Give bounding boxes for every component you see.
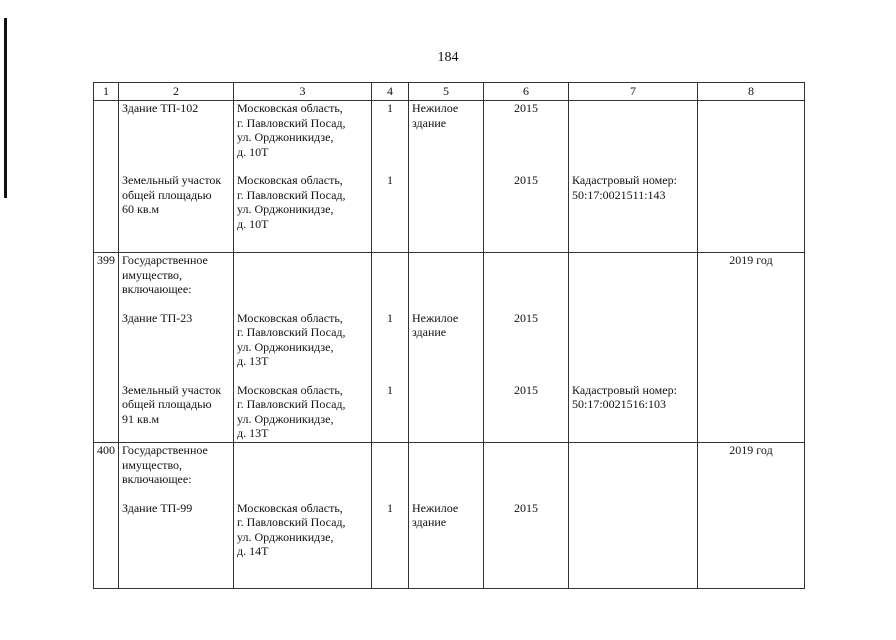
column-header: 6 xyxy=(484,83,569,101)
column-header: 8 xyxy=(698,83,805,101)
item-year: 2015 xyxy=(514,310,538,325)
item-year: 2015 xyxy=(514,173,538,187)
period-cell xyxy=(698,443,805,589)
row-number xyxy=(94,253,119,443)
item-note: Кадастровый номер: 50:17:0021511:143 xyxy=(572,173,677,202)
item-type: Нежилое здание xyxy=(412,310,459,339)
item-type-block xyxy=(412,173,480,231)
item-year-cell xyxy=(484,443,569,589)
item-year: 2015 xyxy=(514,500,538,515)
item-quantity: 1 xyxy=(387,382,393,397)
item-name: Здание ТП-99 xyxy=(122,500,193,515)
column-header: 4 xyxy=(372,83,409,101)
item-name-block xyxy=(122,383,230,441)
margin-binding-line xyxy=(4,18,7,198)
item-type-cell xyxy=(409,443,484,589)
item-year-block xyxy=(487,383,565,441)
item-note-cell xyxy=(569,101,698,253)
item-address-block xyxy=(237,173,368,231)
item-type-block xyxy=(412,383,480,441)
table-body xyxy=(94,101,805,589)
item-name-block xyxy=(122,311,230,369)
row-number-text: 400 xyxy=(97,443,115,457)
period-cell xyxy=(698,101,805,253)
row-number-text: 399 xyxy=(97,253,115,267)
column-header: 3 xyxy=(234,83,372,101)
item-type-block xyxy=(412,311,480,369)
item-name-cell xyxy=(119,253,234,443)
row-number xyxy=(94,101,119,253)
period-text: 2019 год xyxy=(729,443,773,457)
column-header: 2 xyxy=(119,83,234,101)
table-row xyxy=(94,443,805,589)
item-name-cell xyxy=(119,101,234,253)
item-address-block xyxy=(237,101,368,159)
item-note-cell xyxy=(569,443,698,589)
group-heading: Государственное имущество, включающее: xyxy=(122,253,208,296)
item-year-block xyxy=(487,311,565,369)
item-quantity-block xyxy=(375,101,405,159)
item-year-cell xyxy=(484,101,569,253)
item-note-block xyxy=(572,383,694,441)
item-name: Земельный участок общей площадью 60 кв.м xyxy=(122,173,222,216)
item-year-block xyxy=(487,173,565,231)
item-type-cell xyxy=(409,101,484,253)
item-name-block xyxy=(122,101,230,159)
item-note-block xyxy=(572,311,694,369)
item-quantity-block xyxy=(375,501,405,559)
table-row xyxy=(94,101,805,253)
item-address-block xyxy=(237,311,368,369)
item-note-block xyxy=(572,101,694,159)
item-address: Московская область, г. Павловский Посад, ул. Орджоникидзе, д. 14Т xyxy=(237,500,346,558)
item-note: Кадастровый номер: 50:17:0021516:103 xyxy=(572,382,677,411)
item-address: Московская область, г. Павловский Посад, ул. Орджоникидзе, д. 13Т xyxy=(237,382,346,440)
item-quantity-cell xyxy=(372,443,409,589)
item-address: Московская область, г. Павловский Посад, ул. Орджоникидзе, д. 10Т xyxy=(237,101,346,159)
table-header-row xyxy=(94,83,805,101)
item-name: Земельный участок общей площадью 91 кв.м xyxy=(122,382,222,426)
item-year-block xyxy=(487,101,565,159)
item-quantity: 1 xyxy=(387,101,393,115)
item-address: Московская область, г. Павловский Посад, ул. Орджоникидзе, д. 10Т xyxy=(237,173,346,231)
item-name-cell xyxy=(119,443,234,589)
period-text: 2019 год xyxy=(729,253,773,267)
column-header: 7 xyxy=(569,83,698,101)
item-name: Здание ТП-23 xyxy=(122,310,193,325)
item-type-block xyxy=(412,101,480,159)
item-year: 2015 xyxy=(514,382,538,397)
item-name-block xyxy=(122,501,230,559)
item-quantity-block xyxy=(375,383,405,441)
column-header: 5 xyxy=(409,83,484,101)
item-address-block xyxy=(237,501,368,559)
item-address-cell xyxy=(234,443,372,589)
item-address-cell xyxy=(234,253,372,443)
item-type: Нежилое здание xyxy=(412,500,459,529)
item-quantity-cell xyxy=(372,253,409,443)
item-type: Нежилое здание xyxy=(412,101,459,130)
item-quantity: 1 xyxy=(387,500,393,515)
item-name: Здание ТП-102 xyxy=(122,101,199,115)
item-type-cell xyxy=(409,253,484,443)
item-address-cell xyxy=(234,101,372,253)
item-note-block xyxy=(572,501,694,559)
item-address: Московская область, г. Павловский Посад, ул. Орджоникидзе, д. 13Т xyxy=(237,310,346,368)
item-year-block xyxy=(487,501,565,559)
item-quantity-block xyxy=(375,173,405,231)
page-number: 184 xyxy=(437,50,459,65)
item-year-cell xyxy=(484,253,569,443)
item-quantity: 1 xyxy=(387,173,393,187)
item-quantity-cell xyxy=(372,101,409,253)
row-number xyxy=(94,443,119,589)
period-cell xyxy=(698,253,805,443)
group-heading: Государственное имущество, включающее: xyxy=(122,443,208,486)
item-address-block xyxy=(237,383,368,441)
item-note-cell xyxy=(569,253,698,443)
column-header: 1 xyxy=(94,83,119,101)
item-quantity: 1 xyxy=(387,310,393,325)
item-note-block xyxy=(572,173,694,231)
item-quantity-block xyxy=(375,311,405,369)
item-name-block xyxy=(122,173,230,231)
item-type-block xyxy=(412,501,480,559)
item-year: 2015 xyxy=(514,101,538,115)
property-table xyxy=(93,82,805,589)
table-row xyxy=(94,253,805,443)
